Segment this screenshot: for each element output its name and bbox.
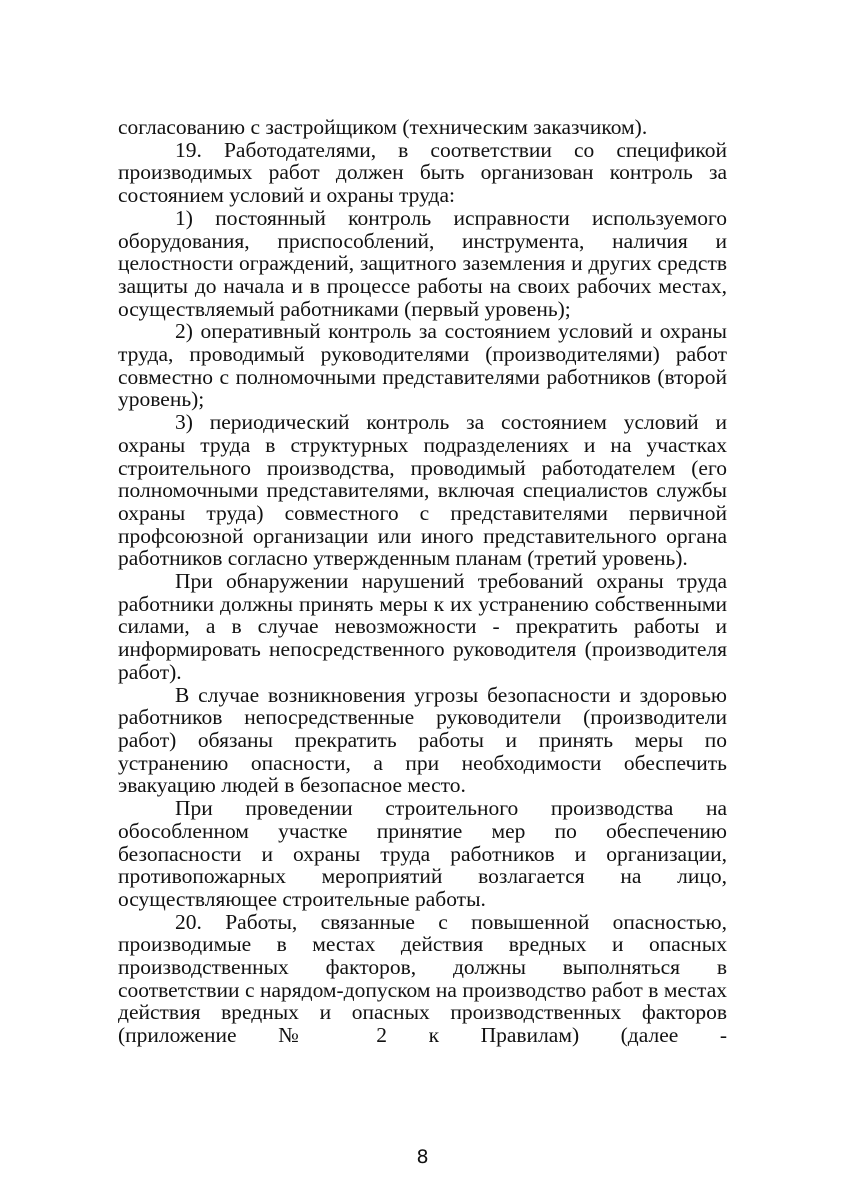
paragraph-threat: В случае возникновения угрозы безопасности и здоровью работников непосредственные руководители (производители работ) обязаны прекратить работы и принять меры по устранению опасности, а при необходимости обеспечить эвакуацию людей в безопасное место. <box>118 682 727 798</box>
paragraph-subitem-2: 2) оперативный контроль за состоянием условий и охраны труда, проводимый руководителями (производителями) работ совместно с полномочными представителями работников (второй уровень); <box>118 319 727 412</box>
paragraph-item-20: 20. Работы, связанные с повышенной опасностью, производимые в местах действия вредных и опасных производственных факторов, должны выполняться в соответствии с нарядом-допуском на производство работ в местах действия вредных и опасных производственных факторов (приложение № 2 к Правилам) (далее - <box>118 909 727 1048</box>
paragraph-subitem-3: 3) периодический контроль за состоянием условий и охраны труда в структурных подразделениях и на участках строительного производства, проводимый работодателем (его полномочными представителями, включая специалистов службы охраны труда) совместного с представителями первичной профсоюзной организации или иного представительного органа работников согласно утвержденным планам (третий уровень). <box>118 410 727 571</box>
document-body <box>118 116 727 1047</box>
paragraph-separate-site: При проведении строительного производства на обособленном участке принятие мер по обеспечению безопасности и охраны труда работников и организации, противопожарных мероприятий возлагается на лицо, осуществляющее строительные работы. <box>118 796 727 911</box>
paragraph-continuation: согласованию с застройщиком (техническим заказчиком). <box>118 115 648 139</box>
paragraph-item-19: 19. Работодателями, в соответствии со спецификой производимых работ должен быть организован контроль за состоянием условий и охраны труда: <box>118 137 727 208</box>
paragraph-subitem-1: 1) постоянный контроль исправности используемого оборудования, приспособлений, инструмента, наличия и целостности ограждений, защитного заземления и других средств защиты до начала и в процессе работы на своих рабочих местах, осуществляемый работниками (первый уровень); <box>118 205 727 321</box>
page-number: 8 <box>416 1146 429 1168</box>
paragraph-violations: При обнаружении нарушений требований охраны труда работники должны принять меры к их устранению собственными силами, а в случае невозможности - прекратить работы и информировать непосредственного руководителя (производителя работ). <box>118 569 727 684</box>
